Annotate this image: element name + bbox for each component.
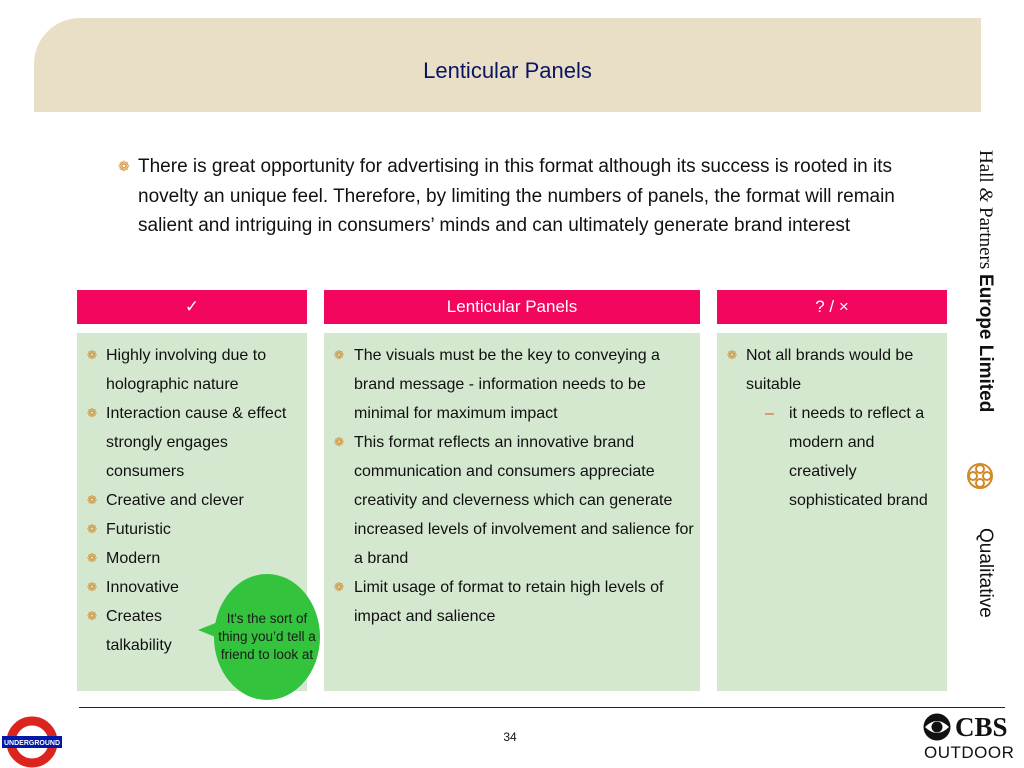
flower-bullet-icon: ❁ — [118, 158, 130, 174]
slide-title: Lenticular Panels — [423, 58, 592, 83]
cbs-eye-icon — [922, 712, 952, 742]
topic-panel — [324, 333, 700, 691]
flower-bullet-icon: ❁ — [87, 348, 98, 362]
agency-name: Hall & Partners Europe Limited — [975, 150, 996, 413]
footer-divider — [79, 707, 1005, 708]
flower-bullet-icon: ❁ — [87, 406, 98, 420]
cbs-outdoor-label: OUTDOOR — [924, 743, 1015, 762]
flower-bullet-icon: ❁ — [87, 522, 98, 536]
column-header-cons: ? / × — [717, 290, 947, 324]
list-item: ❁ The visuals must be the key to conveying a brand message - information needs to be minimal for maximum impact — [334, 341, 694, 428]
flower-bullet-icon: ❁ — [87, 580, 98, 594]
sub-list-item: – it needs to reflect a modern and creatively sophisticated brand — [727, 399, 935, 515]
list-item: ❁ Innovative — [87, 573, 303, 602]
cons-panel — [717, 333, 947, 691]
flower-bullet-icon: ❁ — [727, 348, 738, 362]
dash-icon: – — [765, 405, 774, 422]
flower-bullet-icon: ❁ — [87, 551, 98, 565]
flower-bullet-icon: ❁ — [87, 609, 98, 623]
list-item: ❁ Modern — [87, 544, 303, 573]
underground-logo-icon — [0, 714, 64, 768]
flower-bullet-icon: ❁ — [87, 493, 98, 507]
speech-bubble — [214, 574, 320, 700]
agency-flower-logo-icon — [966, 462, 994, 490]
column-header-pros: ✓ — [77, 290, 307, 324]
intro-text: There is great opportunity for advertising in this format although its success is rooted in its novelty an unique feel. Therefore, by limiting the numbers of panels, the format will remain salient and intriguing in consumers’ minds and can ultimately generate brand interest — [138, 156, 895, 236]
list-item: ❁ Highly involving due to holographic nature — [87, 341, 303, 399]
list-item: ❁ Limit usage of format to retain high levels of impact and salience — [334, 573, 694, 631]
list-item: ❁ Interaction cause & effect strongly engages consumers — [87, 399, 303, 486]
intro-paragraph — [118, 152, 918, 241]
cbs-outdoor-logo — [922, 712, 1022, 768]
list-item: ❁ Futuristic — [87, 515, 303, 544]
column-header-topic: Lenticular Panels — [324, 290, 700, 324]
list-item: ❁ Creative and clever — [87, 486, 303, 515]
flower-bullet-icon: ❁ — [334, 435, 345, 449]
flower-bullet-icon: ❁ — [334, 580, 345, 594]
svg-text:UNDERGROUND: UNDERGROUND — [4, 740, 60, 747]
list-item: ❁ Creates talkability — [87, 602, 198, 660]
agency-branding — [964, 150, 996, 630]
page-number: 34 — [503, 730, 517, 744]
flower-bullet-icon: ❁ — [334, 348, 345, 362]
agency-tagline: Qualitative — [975, 528, 996, 618]
list-item: ❁ This format reflects an innovative brand communication and consumers appreciate creativity and cleverness which can generate increased levels of involvement and salience for a brand — [334, 428, 694, 573]
cbs-wordmark: CBS — [955, 712, 1008, 742]
speech-bubble-text: It's the sort of thing you’d tell a friend to look at — [218, 611, 316, 662]
list-item: ❁ Not all brands would be suitable — [727, 341, 935, 399]
